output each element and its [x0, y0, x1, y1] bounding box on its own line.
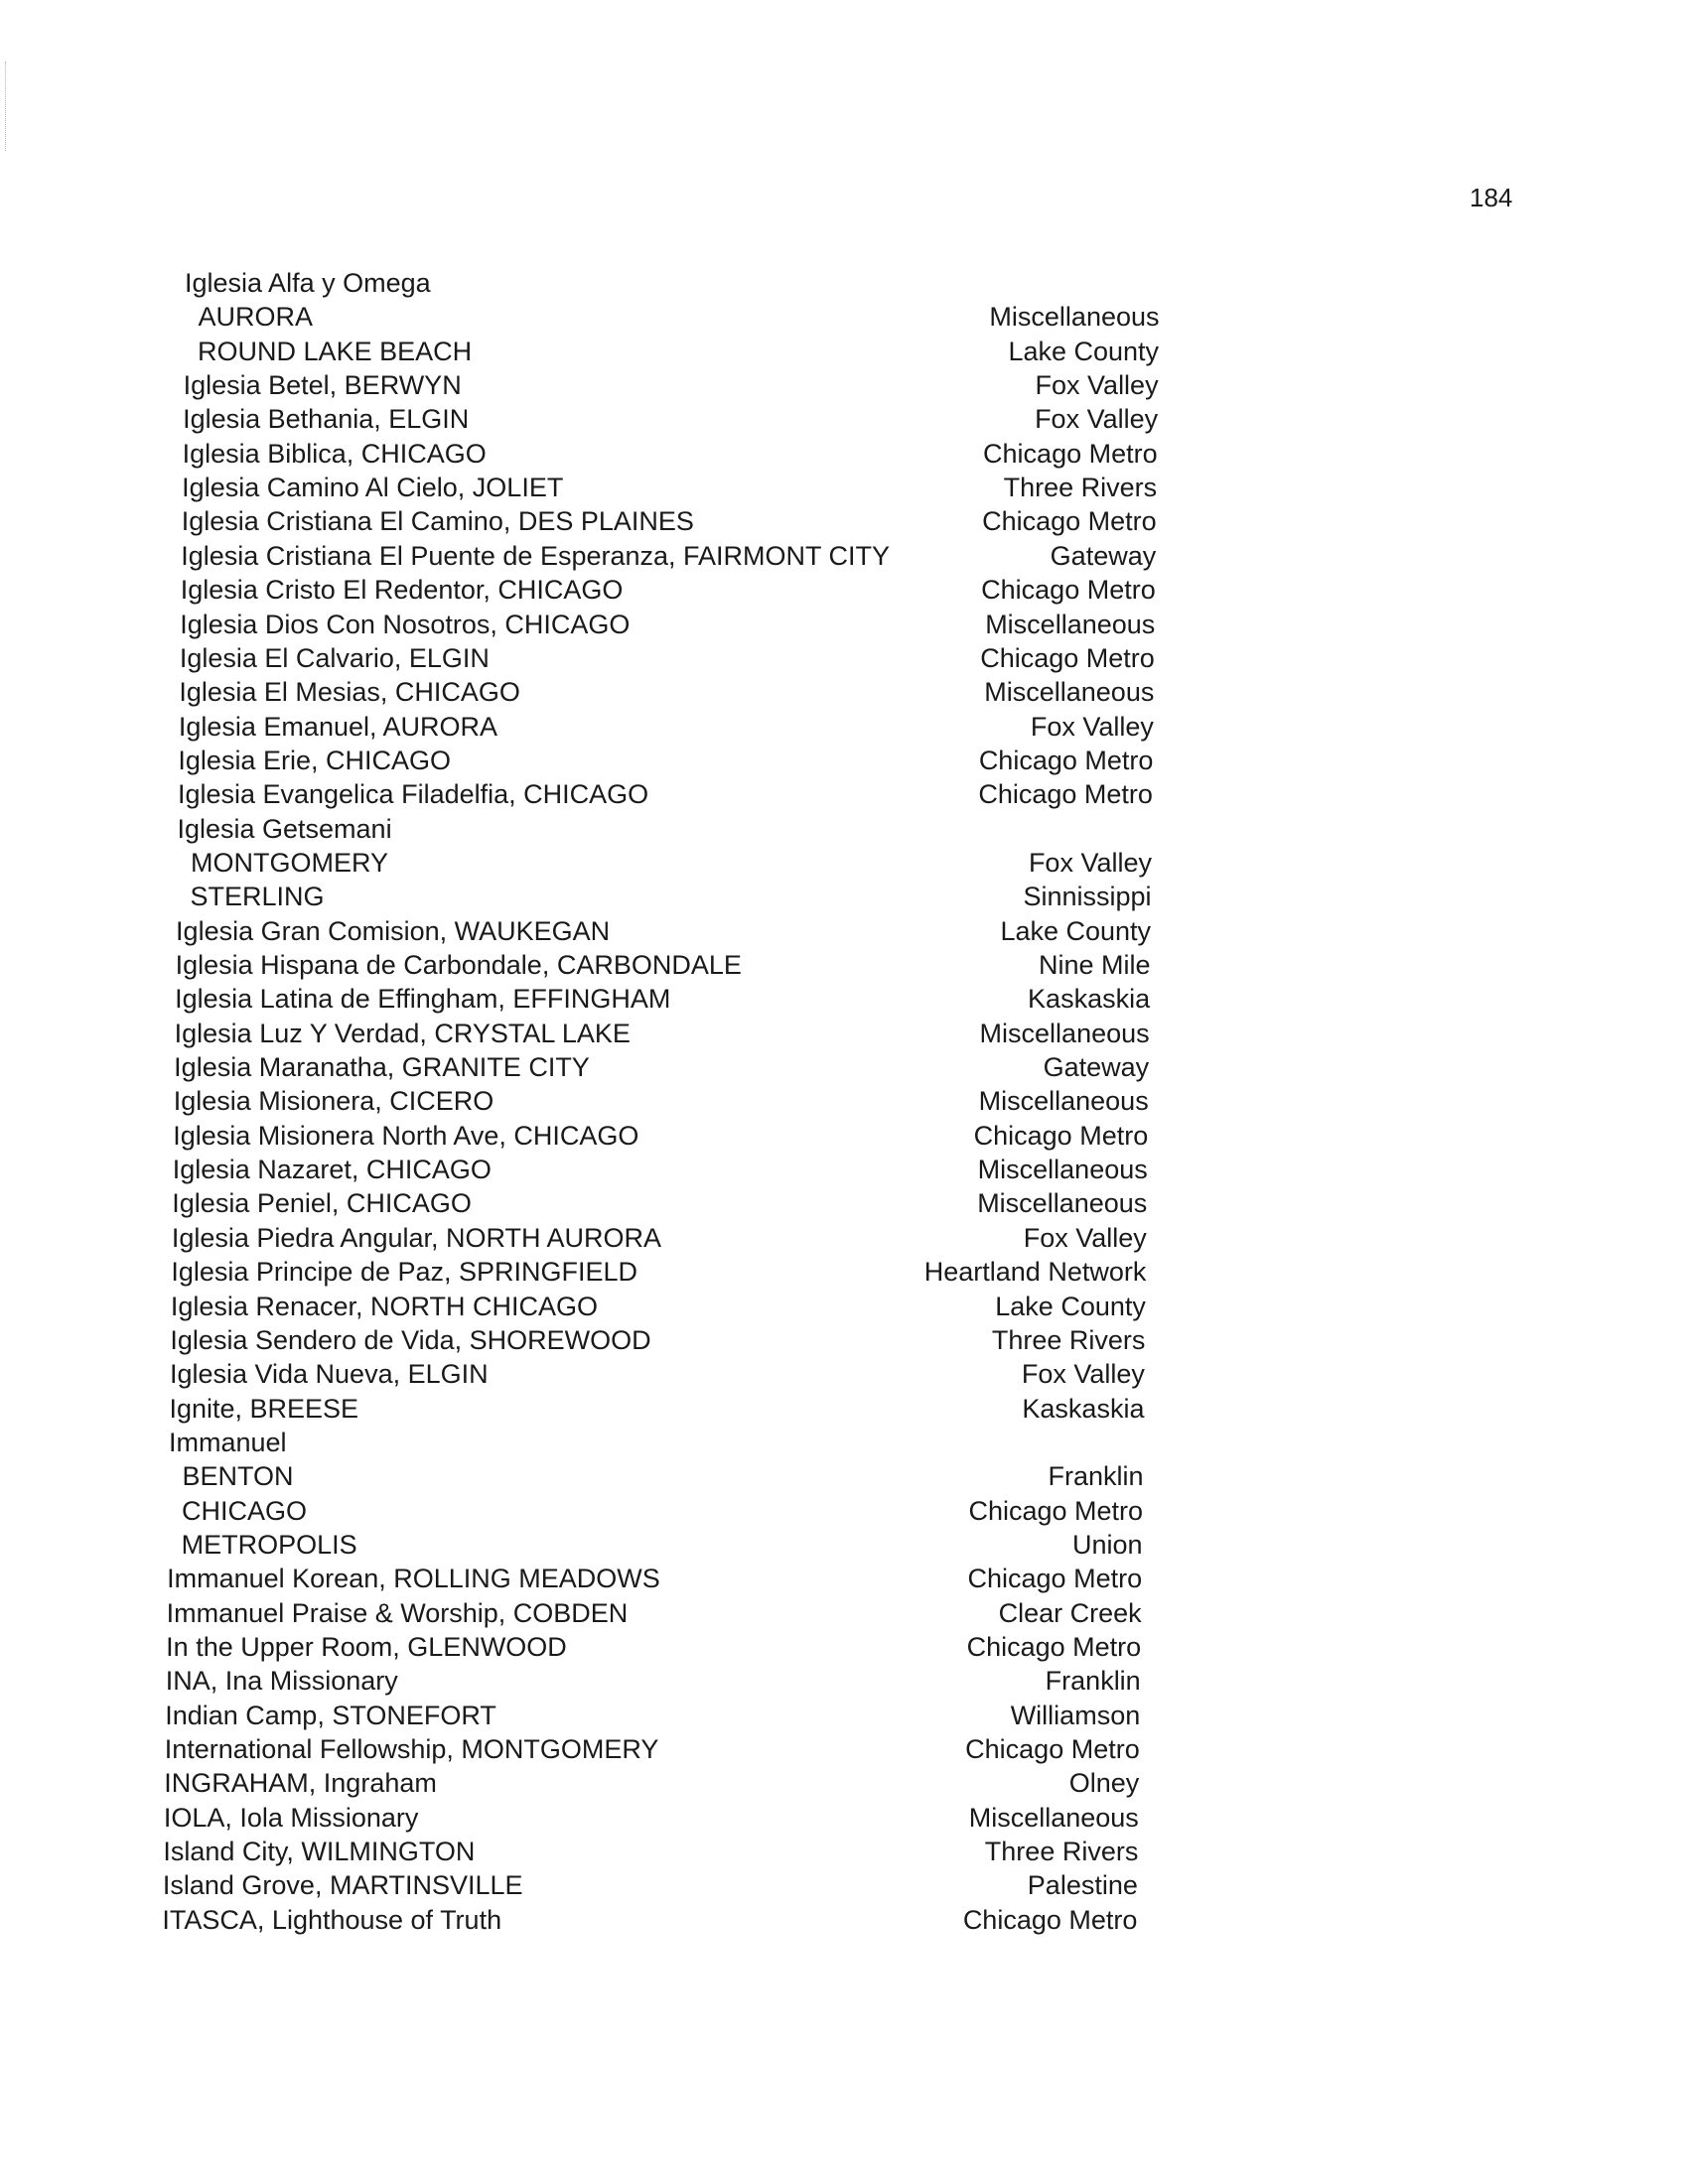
listing-row — [0, 914, 1692, 948]
listing-row — [0, 1050, 1692, 1084]
region-name: Chicago Metro — [966, 1632, 1142, 1662]
listing-row — [0, 982, 1692, 1016]
region-name: Heartland Network — [923, 1257, 1147, 1288]
region-name: Chicago Metro — [967, 1564, 1143, 1594]
region-name: Chicago Metro — [978, 779, 1153, 810]
listing-row — [0, 1664, 1692, 1698]
region-name: Chicago Metro — [973, 1120, 1149, 1151]
region-name: Fox Valley — [1021, 1359, 1145, 1390]
region-name: Gateway — [1043, 1052, 1150, 1083]
listing-row — [0, 1699, 1692, 1732]
church-name: Iglesia Piedra Angular, NORTH AURORA — [171, 1222, 662, 1253]
church-name: INA, Ina Missionary — [165, 1666, 398, 1697]
region-name: Chicago Metro — [981, 575, 1156, 606]
church-name: Iglesia Erie, CHICAGO — [178, 745, 451, 775]
region-name: Lake County — [1008, 336, 1160, 366]
region-name: Chicago Metro — [982, 506, 1157, 537]
region-name: Nine Mile — [1039, 950, 1151, 980]
listing-row — [0, 1732, 1692, 1766]
listing-row — [0, 1153, 1692, 1186]
region-name: Miscellaneous — [984, 677, 1155, 708]
church-name: Iglesia Sendero de Vida, SHOREWOOD — [170, 1324, 651, 1355]
church-name: INGRAHAM, Ingraham — [164, 1768, 437, 1799]
region-name: Lake County — [1000, 915, 1152, 946]
church-name: Iglesia El Calvario, ELGIN — [179, 642, 490, 673]
region-name: Chicago Metro — [983, 438, 1158, 469]
listing-row — [0, 573, 1692, 607]
church-name: Iglesia Latina de Effingham, EFFINGHAM — [175, 984, 671, 1015]
region-name: Miscellaneous — [978, 1086, 1149, 1117]
church-location: BENTON — [182, 1461, 294, 1492]
listing-row — [0, 1426, 1692, 1459]
listing-row — [0, 1801, 1692, 1835]
church-name: Iglesia Cristo El Redentor, CHICAGO — [180, 575, 624, 606]
church-name: Iglesia Alfa y Omega — [185, 268, 431, 298]
listing-row — [0, 1392, 1692, 1426]
region-name: Fox Valley — [1035, 404, 1159, 435]
listing-row — [0, 504, 1692, 538]
listing-row — [0, 437, 1692, 471]
church-name: Indian Camp, STONEFORT — [165, 1700, 496, 1730]
listing-row — [0, 300, 1692, 334]
region-name: Palestine — [1027, 1870, 1138, 1901]
listing-row — [0, 675, 1692, 709]
region-name: Olney — [1068, 1768, 1140, 1799]
region-name: Lake County — [995, 1291, 1146, 1321]
region-name: Kaskaskia — [1028, 984, 1151, 1015]
region-name: Miscellaneous — [968, 1802, 1139, 1833]
region-name: Williamson — [1010, 1700, 1141, 1730]
region-name: Clear Creek — [998, 1597, 1142, 1628]
region-name: Union — [1072, 1529, 1143, 1560]
church-name: Iglesia Hispana de Carbondale, CARBONDALE — [175, 950, 742, 980]
church-name: Iglesia Luz Y Verdad, CRYSTAL LAKE — [174, 1018, 631, 1048]
church-name: Immanuel — [168, 1427, 287, 1457]
church-name: Iglesia Vida Nueva, ELGIN — [169, 1359, 489, 1390]
church-name: International Fellowship, MONTGOMERY — [164, 1734, 659, 1765]
church-location: ROUND LAKE BEACH — [198, 336, 473, 366]
listing-row — [0, 1017, 1692, 1050]
church-name: Iglesia Gran Comision, WAUKEGAN — [176, 915, 611, 946]
listing-row — [0, 1494, 1692, 1528]
listing-row — [0, 1903, 1692, 1937]
listing-row — [0, 1835, 1692, 1868]
listing-row — [0, 471, 1692, 504]
church-name: Iglesia Nazaret, CHICAGO — [172, 1155, 492, 1185]
listing-row — [0, 812, 1692, 846]
listing-row — [0, 948, 1692, 982]
listing-row — [0, 368, 1692, 402]
church-name: Iglesia Principe de Paz, SPRINGFIELD — [171, 1257, 638, 1288]
church-name: Island City, WILMINGTON — [163, 1837, 476, 1867]
church-location: STERLING — [190, 882, 325, 912]
church-name: Iglesia Biblica, CHICAGO — [182, 438, 487, 469]
listing-row — [0, 1868, 1692, 1902]
region-name: Miscellaneous — [989, 302, 1160, 333]
listing-row — [0, 744, 1692, 777]
region-name: Chicago Metro — [962, 1904, 1138, 1935]
listing-row — [0, 266, 1692, 300]
region-name: Three Rivers — [1003, 473, 1158, 503]
region-name: Gateway — [1050, 540, 1157, 571]
church-name: Iglesia Dios Con Nosotros, CHICAGO — [180, 609, 631, 639]
region-name: Fox Valley — [1035, 370, 1159, 401]
church-name: Iglesia El Mesias, CHICAGO — [179, 677, 520, 708]
church-name: Iglesia Camino Al Cielo, JOLIET — [182, 473, 564, 503]
region-name: Chicago Metro — [980, 642, 1155, 673]
church-name: Iglesia Betel, BERWYN — [183, 370, 462, 401]
church-name: Iglesia Misionera, CICERO — [173, 1086, 494, 1117]
listing-row — [0, 710, 1692, 744]
listing-row — [0, 1221, 1692, 1255]
church-name: Iglesia Evangelica Filadelfia, CHICAGO — [177, 779, 649, 810]
church-name: In the Upper Room, GLENWOOD — [166, 1632, 567, 1662]
listing-row — [0, 846, 1692, 880]
listing-row — [0, 1459, 1692, 1493]
church-name: Iglesia Bethania, ELGIN — [183, 404, 470, 435]
region-name: Sinnissippi — [1023, 882, 1152, 912]
church-name: Iglesia Cristiana El Camino, DES PLAINES — [181, 506, 694, 537]
church-name: Ignite, BREESE — [169, 1393, 359, 1424]
listing-row — [0, 880, 1692, 913]
church-name: Iglesia Maranatha, GRANITE CITY — [174, 1052, 590, 1083]
region-name: Chicago Metro — [968, 1495, 1144, 1526]
church-name: Iglesia Getsemani — [177, 813, 392, 844]
region-name: Miscellaneous — [977, 1188, 1148, 1219]
church-location: CHICAGO — [182, 1495, 308, 1526]
church-name: Iglesia Peniel, CHICAGO — [172, 1188, 472, 1219]
listing-row — [0, 1357, 1692, 1391]
listing-row — [0, 1323, 1692, 1357]
listing-row — [0, 1290, 1692, 1323]
region-name: Chicago Metro — [978, 745, 1154, 775]
region-name: Kaskaskia — [1022, 1393, 1145, 1424]
region-name: Miscellaneous — [985, 609, 1156, 639]
church-location: MONTGOMERY — [190, 847, 388, 878]
church-name: Iglesia Renacer, NORTH CHICAGO — [170, 1291, 599, 1321]
church-name: Immanuel Praise & Worship, COBDEN — [166, 1597, 629, 1628]
region-name: Miscellaneous — [977, 1155, 1148, 1185]
region-name: Fox Valley — [1023, 1222, 1147, 1253]
listing-row — [0, 402, 1692, 436]
region-name: Three Rivers — [984, 1837, 1139, 1867]
region-name: Three Rivers — [991, 1324, 1146, 1355]
listing-row — [0, 1596, 1692, 1630]
church-name: Iglesia Cristiana El Puente de Esperanza, FAIRMONT CITY — [181, 540, 891, 571]
region-name: Chicago Metro — [965, 1734, 1140, 1765]
region-name: Franklin — [1048, 1461, 1144, 1492]
listing-row — [0, 1119, 1692, 1153]
church-name: ITASCA, Lighthouse of Truth — [162, 1904, 502, 1935]
listing-row — [0, 1084, 1692, 1118]
listing-row — [0, 1630, 1692, 1664]
listing-row — [0, 335, 1692, 368]
church-location: AURORA — [198, 302, 314, 333]
region-name: Miscellaneous — [979, 1018, 1150, 1048]
church-name: Iglesia Emanuel, AURORA — [178, 711, 498, 742]
region-name: Franklin — [1045, 1666, 1141, 1697]
listing-row — [0, 539, 1692, 573]
listing-row — [0, 777, 1692, 811]
listing-row — [0, 608, 1692, 641]
listing-row — [0, 1562, 1692, 1595]
listing-row — [0, 1766, 1692, 1800]
region-name: Fox Valley — [1030, 711, 1154, 742]
church-name: IOLA, Iola Missionary — [163, 1802, 419, 1833]
listing-row — [0, 1528, 1692, 1562]
listing-row — [0, 641, 1692, 675]
church-name: Iglesia Misionera North Ave, CHICAGO — [173, 1120, 639, 1151]
church-location: METROPOLIS — [181, 1529, 357, 1560]
page-number: 184 — [1470, 183, 1513, 212]
listing-row — [0, 1255, 1692, 1289]
church-name: Island Grove, MARTINSVILLE — [162, 1870, 523, 1901]
church-name: Immanuel Korean, ROLLING MEADOWS — [167, 1564, 660, 1594]
listing-row — [0, 1186, 1692, 1220]
region-name: Fox Valley — [1028, 847, 1152, 878]
